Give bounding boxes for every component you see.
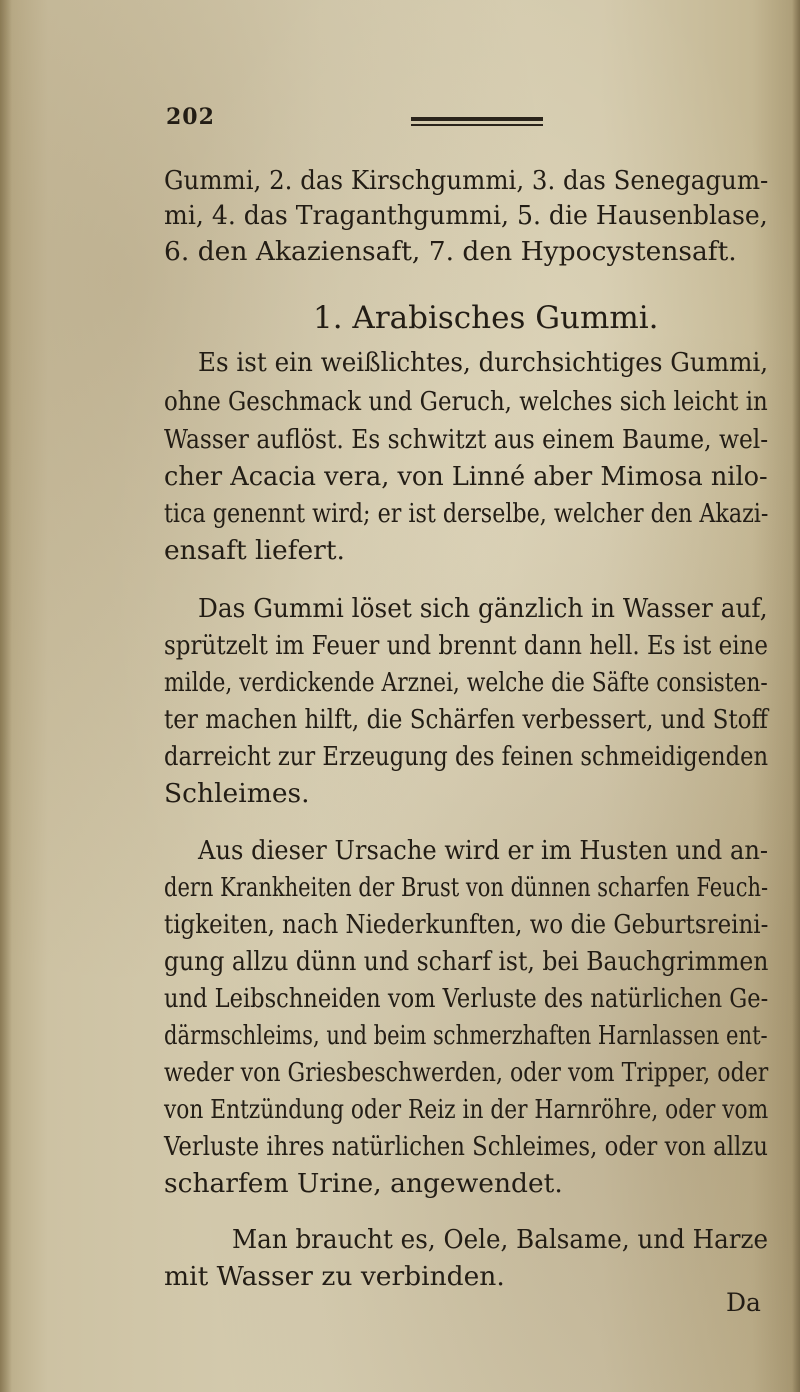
text-line: dern Krankheiten der Brust von dünnen scharfen Feuch- <box>164 872 769 903</box>
text-line: Das Gummi löset sich gänzlich in Wasser auf, <box>198 593 768 624</box>
text-line: gung allzu dünn und scharf ist, bei Bauchgrimmen <box>164 946 769 977</box>
text-line: 6. den Akaziensaft, 7. den Hypocystensaft. <box>164 236 737 267</box>
text-line: tica genennt wird; er ist derselbe, welcher den Akazi- <box>164 498 769 529</box>
catchword: Da <box>726 1288 761 1317</box>
page-left-edge <box>0 0 12 1392</box>
text-line: mit Wasser zu verbinden. <box>164 1261 505 1292</box>
text-line: ter machen hilft, die Schärfen verbessert, und Stoff <box>164 704 768 735</box>
text-line: Schleimes. <box>164 778 310 809</box>
text-line: scharfem Urine, angewendet. <box>164 1168 563 1199</box>
text-line: sprützelt im Feuer und brennt dann hell. Es ist eine <box>164 630 768 661</box>
text-line: Es ist ein weißlichtes, durchsichtiges Gummi, <box>198 347 769 378</box>
text-line: tigkeiten, nach Niederkunften, wo die Geburtsreini- <box>164 909 769 940</box>
text-line: Gummi, 2. das Kirschgummi, 3. das Senegagum- <box>164 165 769 196</box>
text-line: darreicht zur Erzeugung des feinen schmeidigenden <box>164 741 769 772</box>
text-line: Verluste ihres natürlichen Schleimes, oder von allzu <box>164 1131 768 1162</box>
text-line: cher Acacia vera, von Linné aber Mimosa nilo- <box>164 461 768 492</box>
text-line: milde, verdickende Arznei, welche die Säfte consisten- <box>164 667 768 698</box>
page-right-edge <box>792 0 800 1392</box>
header-rule <box>411 117 543 127</box>
text-line: weder von Griesbeschwerden, oder vom Tripper, oder <box>164 1057 769 1088</box>
page-number: 202 <box>166 104 215 130</box>
text-line: Man braucht es, Oele, Balsame, und Harze <box>232 1224 768 1255</box>
text-line: därmschleims, und beim schmerzhaften Harnlassen ent- <box>164 1020 768 1051</box>
text-line: Wasser auflöst. Es schwitzt aus einem Baume, wel- <box>164 424 769 455</box>
text-line: ohne Geschmack und Geruch, welches sich leicht in <box>164 386 768 417</box>
text-line: ensaft liefert. <box>164 535 345 566</box>
text-line: und Leibschneiden vom Verluste des natürlichen Ge- <box>164 983 769 1014</box>
text-line: Aus dieser Ursache wird er im Husten und an- <box>198 835 769 866</box>
text-line: von Entzündung oder Reiz in der Harnröhre, oder vom <box>164 1094 769 1125</box>
text-line: mi, 4. das Traganthgummi, 5. die Hausenblase, <box>164 200 768 231</box>
section-heading: 1. Arabisches Gummi. <box>313 300 659 336</box>
